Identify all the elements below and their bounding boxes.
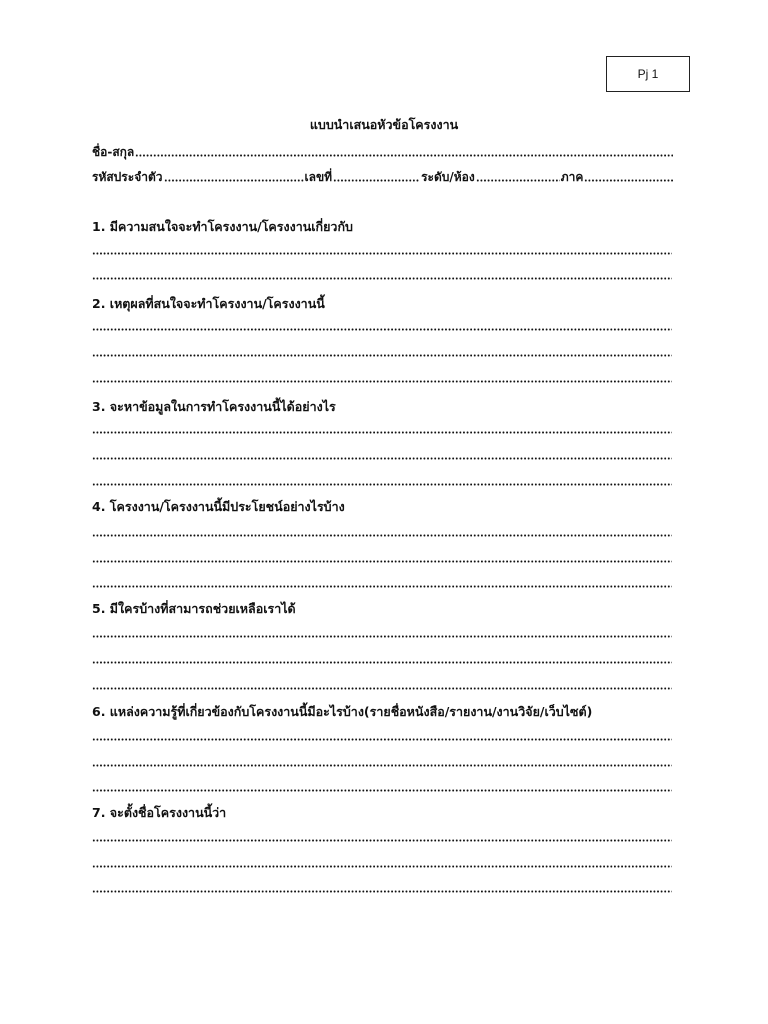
answer-line[interactable] [92, 328, 672, 331]
answer-line[interactable] [92, 380, 672, 383]
term-label: ภาค [560, 170, 584, 184]
number-label: เลขที่ [304, 170, 333, 184]
question-5: 5. มีใครบ้างที่สามารถช่วยเหลือเราได้ [92, 601, 296, 616]
answer-line[interactable] [92, 839, 672, 842]
answer-line[interactable] [92, 661, 672, 664]
form-code-box [606, 56, 690, 92]
answer-line[interactable] [92, 277, 672, 280]
question-1: 1. มีความสนใจจะทำโครงงาน/โครงงานเกี่ยวกับ [92, 219, 353, 234]
question-2: 2. เหตุผลที่สนใจจะทำโครงงาน/โครงงานนี้ [92, 296, 325, 311]
name-row [92, 142, 674, 160]
answer-line[interactable] [92, 457, 672, 460]
answer-line[interactable] [92, 890, 672, 893]
answer-line[interactable] [92, 764, 672, 767]
name-field[interactable] [135, 154, 673, 157]
answer-line[interactable] [92, 635, 672, 638]
answer-line[interactable] [92, 865, 672, 868]
answer-line[interactable] [92, 687, 672, 690]
answer-line[interactable] [92, 738, 672, 741]
number-field[interactable] [333, 179, 420, 182]
info-row [92, 167, 674, 185]
level-label: ระดับ/ห้อง [421, 170, 475, 184]
answer-line[interactable] [92, 483, 672, 486]
answer-line[interactable] [92, 789, 672, 792]
student-id-field[interactable] [164, 179, 304, 182]
page-title: แบบนำเสนอหัวข้อโครงงาน [309, 117, 459, 132]
level-field[interactable] [476, 179, 560, 182]
answer-line[interactable] [92, 560, 672, 563]
name-label: ชื่อ-สกุล [92, 145, 135, 159]
student-id-label: รหัสประจำตัว [92, 170, 163, 184]
question-7: 7. จะตั้งชื่อโครงงานนี้ว่า [92, 805, 227, 820]
answer-line[interactable] [92, 252, 672, 255]
answer-line[interactable] [92, 585, 672, 588]
answer-line[interactable] [92, 354, 672, 357]
term-field[interactable] [584, 179, 673, 182]
answer-line[interactable] [92, 534, 672, 537]
question-3: 3. จะหาข้อมูลในการทำโครงงานนี้ได้อย่างไร [92, 399, 336, 414]
answer-line[interactable] [92, 431, 672, 434]
question-4: 4. โครงงาน/โครงงานนี้มีประโยชน์อย่างไรบ้าง [92, 499, 345, 514]
question-6: 6. แหล่งความรู้ที่เกี่ยวข้องกับโครงงานนี้มีอะไรบ้าง(รายชื่อหนังสือ/รายงาน/งานวิจัย/เว็บไซต์) [92, 704, 593, 719]
form-code: Pj 1 [637, 67, 659, 81]
